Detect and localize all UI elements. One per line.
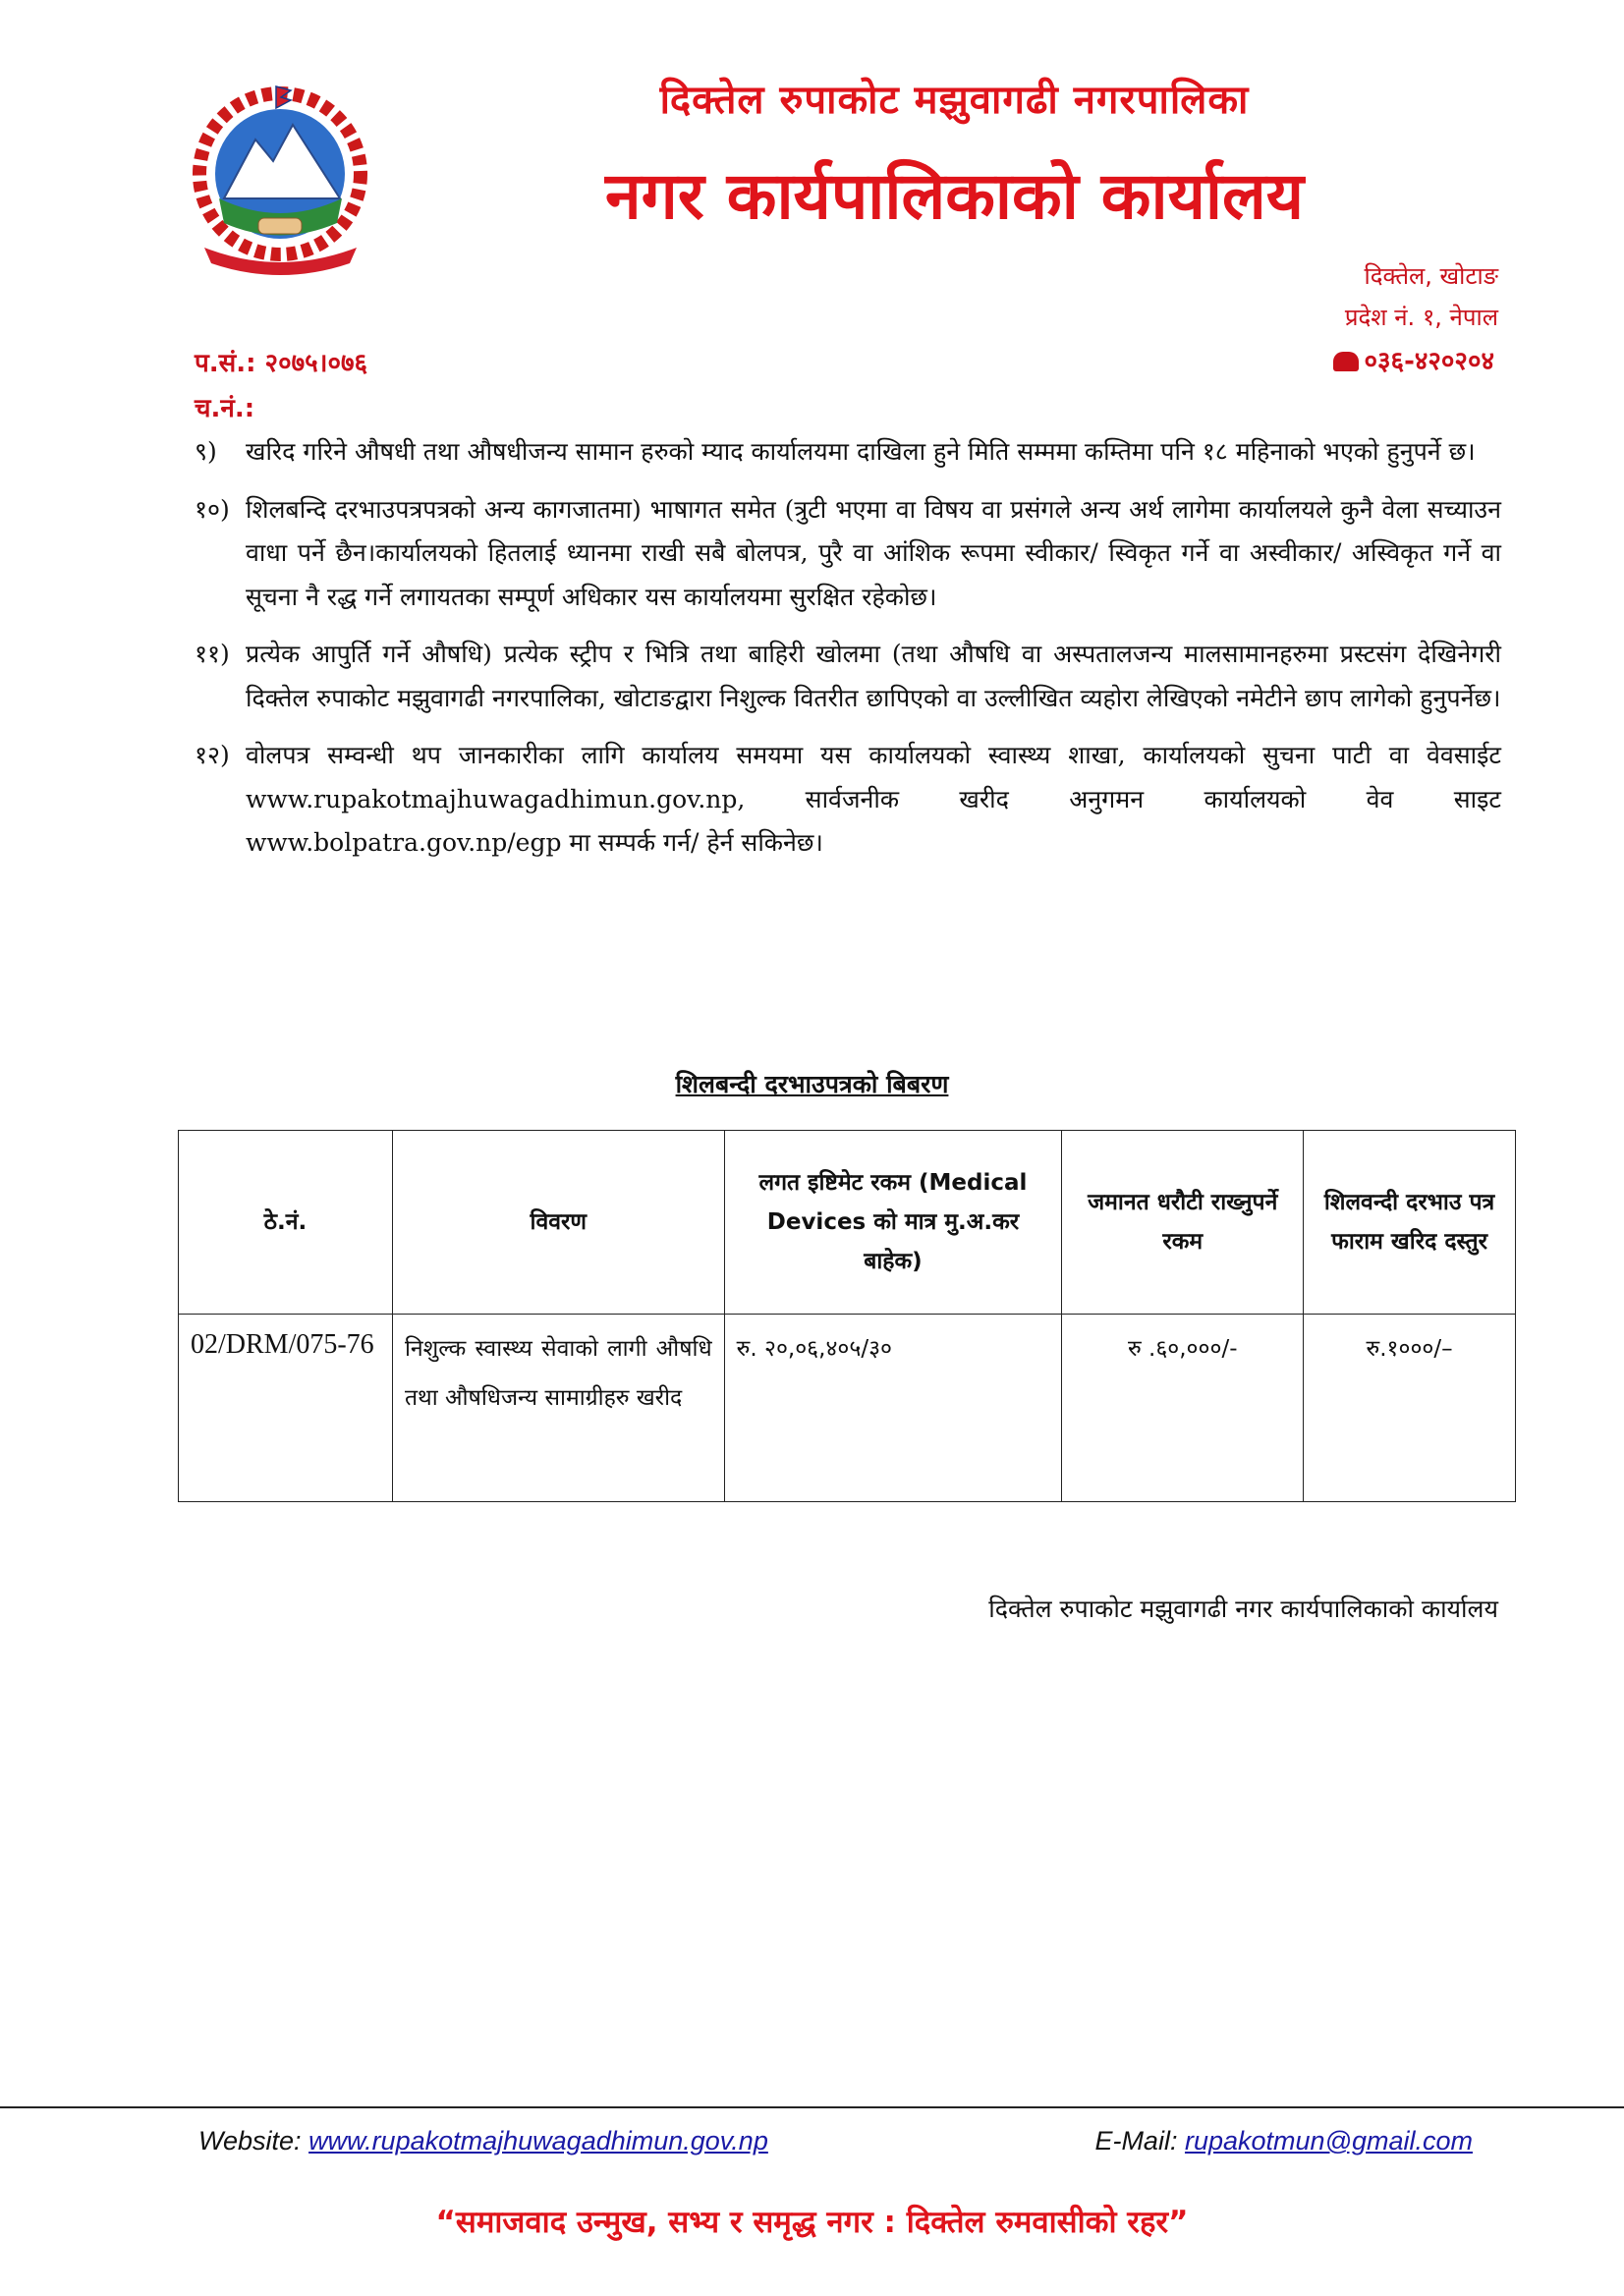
- cell-form-fee: रु.१०००/–: [1304, 1315, 1516, 1502]
- email-label: E-Mail:: [1094, 2126, 1178, 2156]
- clause-text: प्रत्येक आपुर्ति गर्ने औषधि) प्रत्येक स्ट्रीप र भित्रि तथा बाहिरी खोलमा (तथा औषधि वा अस्पतालजन्य मालसामानहरुमा प्रस्टसंग देखिनेगरी दिक्तेल रुपाकोट मझुवागढी नगरपालिका, खोटाङद्वारा निशुल्क वितरीत छापिएको वा उल्लीखित व्यहोरा लेखिएको नमेटीने छाप लागेको हुनुपर्नेछ।: [246, 640, 1501, 712]
- cell-description: निशुल्क स्वास्थ्य सेवाको लागी औषधि तथा औषधिजन्य सामाग्रीहरु खरीद: [392, 1315, 724, 1502]
- table-header-row: [179, 1131, 1516, 1315]
- header-description: विवरण: [392, 1131, 724, 1315]
- cell-contract-no: 02/DRM/075-76: [179, 1315, 393, 1502]
- clause-number: १२): [195, 741, 230, 769]
- bid-table-title: शिलबन्दी दरभाउपत्रको बिबरण: [675, 1070, 949, 1098]
- phone-text: ०३६-४२०२०४: [1364, 347, 1494, 376]
- table-row: [179, 1315, 1516, 1502]
- office-title: नगर कार्यपालिकाको कार्यालय: [605, 158, 1304, 234]
- website-label: Website:: [198, 2126, 302, 2156]
- website-link[interactable]: www.rupakotmajhuwagadhimun.gov.np: [308, 2126, 768, 2156]
- phone-number: [1333, 342, 1494, 377]
- clause-9: [195, 430, 1501, 475]
- email-link[interactable]: rupakotmun@gmail.com: [1184, 2126, 1473, 2156]
- footer-website: [198, 2126, 768, 2156]
- header-form-fee: शिलवन्दी दरभाउ पत्र फाराम खरिद दस्तुर: [1304, 1131, 1516, 1315]
- terms-list: [195, 430, 1501, 879]
- cell-bid-security: रु .६०,०००/-: [1062, 1315, 1304, 1502]
- municipality-name: दिक्तेल रुपाकोट मझुवागढी नगरपालिका: [659, 78, 1250, 123]
- signature-office: दिक्तेल रुपाकोट मझुवागढी नगर कार्यपालिकाको कार्यालय: [988, 1595, 1498, 1623]
- clause-number: १०): [195, 494, 230, 524]
- clause-11: [195, 633, 1501, 720]
- footer-motto: “समाजवाद उन्मुख, सभ्य र समृद्ध नगर : दिक्तेल रुमवासीको रहर”: [435, 2205, 1189, 2240]
- clause-text: शिलबन्दि दरभाउपत्रपत्रको अन्य कागजातमा) भाषागत समेत (त्रुटी भएमा वा विषय वा प्रसंगले अन्य अर्थ लागेमा कार्यालयले कुनै वेला सच्याउन वाधा पर्ने छैन।कार्यालयको हितलाई ध्यानमा राखी सबै बोलपत्र, पुरै वा आंशिक रूपमा स्वीकार/ स्विकृत गर्ने वा अस्वीकार/ अस्विकृत गर्ने वा सूचना नै रद्ध गर्ने लगायतका सम्पूर्ण अधिकार यस कार्यालयमा सुरक्षित रहेकोछ।: [246, 494, 1501, 611]
- reference-number: प.सं.: २०७५।०७६: [195, 349, 368, 378]
- clause-number: ९): [195, 437, 217, 466]
- footer-email: [1094, 2126, 1473, 2156]
- address-line-1: दिक्तेल, खोटाङ: [1364, 262, 1498, 290]
- header-cost-estimate: लगत इष्टिमेट रकम (Medical Devices को मात्र मु.अ.कर बाहेक): [724, 1131, 1062, 1315]
- clause-text: खरिद गरिने औषधी तथा औषधीजन्य सामान हरुको म्याद कार्यालयमा दाखिला हुने मिति सम्ममा कम्तिमा पनि १८ महिनाको भएको हुनुपर्ने छ।: [246, 437, 1476, 466]
- footer-divider: [0, 2106, 1624, 2108]
- header-contract-no: ठे.नं.: [179, 1131, 393, 1315]
- bid-details-table: [178, 1130, 1516, 1502]
- clause-10: [195, 488, 1501, 620]
- clause-12: [195, 734, 1501, 866]
- clause-text: वोलपत्र सम्वन्धी थप जानकारीका लागि कार्यालय समयमा यस कार्यालयको स्वास्थ्य शाखा, कार्यालयको सुचना पाटी वा वेवसाईट www.rupakotmajhuwagadhimun.gov.np, सार्वजनीक खरीद अनुगमन कार्यालयको वेव साइट www.bolpatra.gov.np/egp मा सम्पर्क गर्न/ हेर्न सकिनेछ।: [246, 741, 1501, 857]
- clause-number: ११): [195, 640, 230, 668]
- telephone-icon: [1333, 352, 1359, 371]
- header-bid-security: जमानत धरौटी राख्नुपर्ने रकम: [1062, 1131, 1304, 1315]
- cell-cost-estimate: रु. २०,०६,४०५/३०: [724, 1315, 1062, 1502]
- dispatch-number: च.नं.:: [195, 394, 255, 423]
- address-line-2: प्रदेश नं. १, नेपाल: [1344, 304, 1498, 331]
